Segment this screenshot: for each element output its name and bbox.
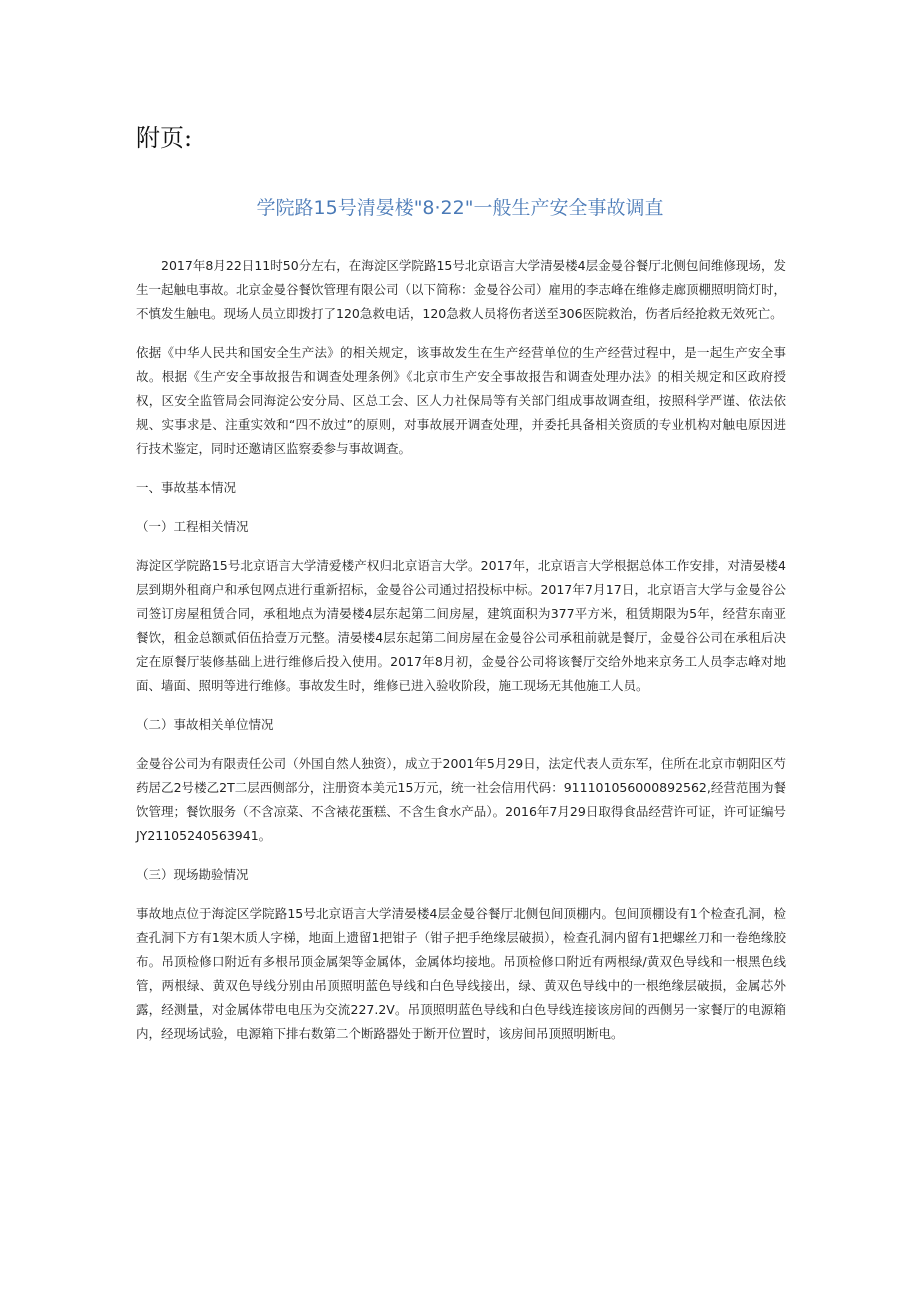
section-heading-1: 一、事故基本情况 [136, 480, 237, 495]
site-survey-paragraph: 事故地点位于海淀区学院路15号北京语言大学清晏楼4层金曼谷餐厅北侧包间顶棚内。包间顶棚设有1个检查孔洞，检查孔洞下方有1架木质人字梯，地面上遗留1把钳子（钳子把手绝缘层破损），检查孔洞内留有1把螺丝刀和一卷绝缘胶布。吊顶检修口附近有多根吊顶金属架等金属体，金属体均接地。吊顶检修口附近有两根绿/黄双色导线和一根黑色线管，两根绿、黄双色导线分别由吊顶照明蓝色导线和白色导线接出，绿、黄双色导线中的一根绝缘层破损，金属芯外露，经测量，对金属体带电电压为交流227.2V。吊顶照明蓝色导线和白色导线连接该房间的西侧另一家餐厅的电源箱内，经现场试验，电源箱下排右数第二个断路器处于断开位置时，该房间吊顶照明断电。 [136, 906, 786, 1041]
document-title: 学院路15号清晏楼"8·22"一般生产安全事故调直 [256, 197, 664, 219]
subsection-heading-2: （二）事故相关单位情况 [136, 717, 274, 732]
subsection-heading-1: （一）工程相关情况 [136, 519, 249, 534]
company-info-paragraph: 金曼谷公司为有限责任公司（外国自然人独资），成立于2001年5月29日，法定代表人贡东军，住所在北京市朝阳区芍药居乙2号楼乙2T二层西侧部分，注册资本美元15万元，统一社会信用代码：911101056000892562,经营范围为餐饮管理；餐饮服务（不含凉菜、不含裱花蛋糕、不含生食水产品）。2016年7月29日取得食品经营许可证，许可证编号JY21105240563941。 [136, 756, 786, 843]
project-info-paragraph: 海淀区学院路15号北京语言大学清爱楼产权归北京语言大学。2017年，北京语言大学根据总体工作安排，对清晏楼4层到期外租商户和承包网点进行重新招标，金曼谷公司通过招投标中标。2017年7月17日，北京语言大学与金曼谷公司签订房屋租赁合同，承租地点为清晏楼4层东起第二间房屋，建筑面积为377平方米，租赁期限为5年，经营东南亚餐饮，租金总额贰佰伍拾壹万元整。清晏楼4层东起第二间房屋在金曼谷公司承租前就是餐厅，金曼谷公司在承租后决定在原餐厅装修基础上进行维修后投入使用。2017年8月初，金曼谷公司将该餐厅交给外地来京务工人员李志峰对地面、墙面、照明等进行维修。事故发生时，维修已进入验收阶段，施工现场无其他施工人员。 [136, 558, 786, 693]
subsection-heading-3: （三）现场勘验情况 [136, 867, 249, 882]
basis-paragraph: 依据《中华人民共和国安全生产法》的相关规定，该事故发生在生产经营单位的生产经营过程中，是一起生产安全事故。根据《生产安全事故报告和调查处理条例》《北京市生产安全事故报告和调查处理办法》的相关规定和区政府授权，区安全监管局会同海淀公安分局、区总工会、区人力社保局等有关部门组成事故调查组，按照科学严谨、依法依规、实事求是、注重实效和“四不放过”的原则，对事故展开调查处理，并委托具备相关资质的专业机构对触电原因进行技术鉴定，同时还邀请区监察委参与事故调查。 [136, 345, 786, 456]
document-body [136, 254, 786, 1061]
appendix-label: 附页: [136, 124, 193, 152]
intro-paragraph: 2017年8月22日11时50分左右，在海淀区学院路15号北京语言大学清晏楼4层金曼谷餐厅北侧包间维修现场，发生一起触电事故。北京金曼谷餐饮管理有限公司（以下简称：金曼谷公司）雇用的李志峰在维修走廊顶棚照明筒灯时，不慎发生触电。现场人员立即拨打了120急救电话，120急救人员将伤者送至306医院救治，伤者后经抢救无效死亡。 [136, 258, 787, 321]
